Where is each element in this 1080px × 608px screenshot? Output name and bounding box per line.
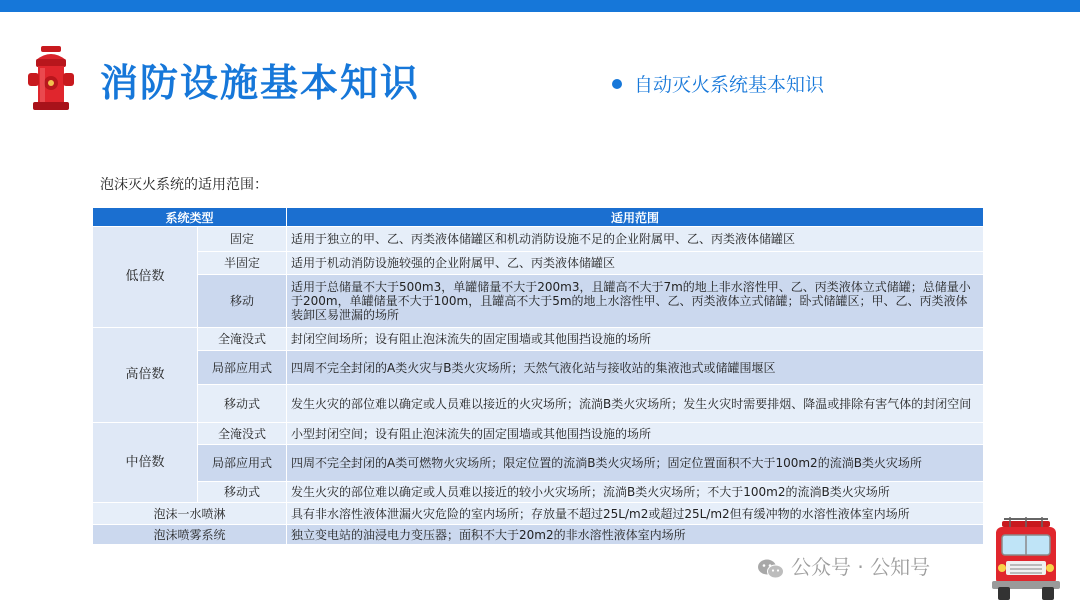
row-type: 泡沫一水喷淋 <box>93 503 287 525</box>
section-label <box>612 70 824 97</box>
group-medium: 中倍数 <box>93 423 198 503</box>
row-scope: 小型封闭空间；设有阻止泡沫流失的固定围墙或其他围挡设施的场所 <box>287 423 984 445</box>
table-row <box>93 445 984 482</box>
foam-system-table <box>92 207 984 545</box>
bullet-dot <box>612 79 622 89</box>
fire-hydrant-icon <box>26 46 76 112</box>
row-type: 移动式 <box>198 385 287 423</box>
table-header-row <box>93 208 984 227</box>
row-scope: 适用于机动消防设施较强的企业附属甲、乙、丙类液体储罐区 <box>287 252 984 275</box>
row-scope: 发生火灾的部位难以确定或人员难以接近的火灾场所；流淌B类火灾场所；发生火灾时需要排烟、降温或排除有害气体的封闭空间 <box>287 385 984 423</box>
table-row <box>93 503 984 525</box>
row-type: 局部应用式 <box>198 445 287 482</box>
row-scope: 四周不完全封闭的A类火灾与B类火灾场所；天然气液化站与接收站的集液池式或储罐围堰区 <box>287 351 984 385</box>
group-high: 高倍数 <box>93 328 198 423</box>
table-row <box>93 482 984 503</box>
wechat-icon <box>757 558 785 580</box>
table-row <box>93 351 984 385</box>
row-type: 泡沫喷雾系统 <box>93 525 287 545</box>
row-type: 半固定 <box>198 252 287 275</box>
fire-truck-icon <box>988 517 1064 602</box>
row-scope: 适用于独立的甲、乙、丙类液体储罐区和机动消防设施不足的企业附属甲、乙、丙类液体储罐区 <box>287 227 984 252</box>
page-title: 消防设施基本知识 <box>100 61 421 105</box>
row-scope: 适用于总储量不大于500m3，单罐储量不大于200m3，且罐高不大于7m的地上非水溶性甲、乙、丙类液体立式储罐；总储量小于200m，单罐储量不大于100m，且罐高不大于5m的地上水溶性甲、乙、丙类液体立式储罐；卧式储罐区；甲、乙、丙类液体装卸区易泄漏的场所 <box>287 275 984 328</box>
table-row <box>93 385 984 423</box>
row-type: 移动式 <box>198 482 287 503</box>
table-row <box>93 227 984 252</box>
row-scope: 具有非水溶性液体泄漏火灾危险的室内场所；存放量不超过25L/m2或超过25L/m2但有缓冲物的水溶性液体室内场所 <box>287 503 984 525</box>
top-accent-bar <box>0 0 1080 12</box>
watermark <box>757 551 930 580</box>
group-low: 低倍数 <box>93 227 198 328</box>
header-scope: 适用范围 <box>287 208 984 227</box>
row-scope: 封闭空间场所；设有阻止泡沫流失的固定围墙或其他围挡设施的场所 <box>287 328 984 351</box>
section-label-text: 自动灭火系统基本知识 <box>634 74 825 96</box>
row-scope: 发生火灾的部位难以确定或人员难以接近的较小火灾场所；流淌B类火灾场所；不大于100m2的流淌B类火灾场所 <box>287 482 984 503</box>
header-system-type: 系统类型 <box>93 208 287 227</box>
table-row <box>93 328 984 351</box>
row-scope: 四周不完全封闭的A类可燃物火灾场所；限定位置的流淌B类火灾场所；固定位置面积不大于100m2的流淌B类火灾场所 <box>287 445 984 482</box>
row-scope: 独立变电站的油浸电力变压器；面积不大于20m2的非水溶性液体室内场所 <box>287 525 984 545</box>
table-row <box>93 423 984 445</box>
row-type: 局部应用式 <box>198 351 287 385</box>
table-intro: 泡沫灭火系统的适用范围： <box>100 177 268 193</box>
row-type: 固定 <box>198 227 287 252</box>
watermark-text: 公众号 · 公知号 <box>791 555 931 579</box>
table-row <box>93 525 984 545</box>
table-row <box>93 275 984 328</box>
row-type: 移动 <box>198 275 287 328</box>
row-type: 全淹没式 <box>198 423 287 445</box>
table-row <box>93 252 984 275</box>
row-type: 全淹没式 <box>198 328 287 351</box>
